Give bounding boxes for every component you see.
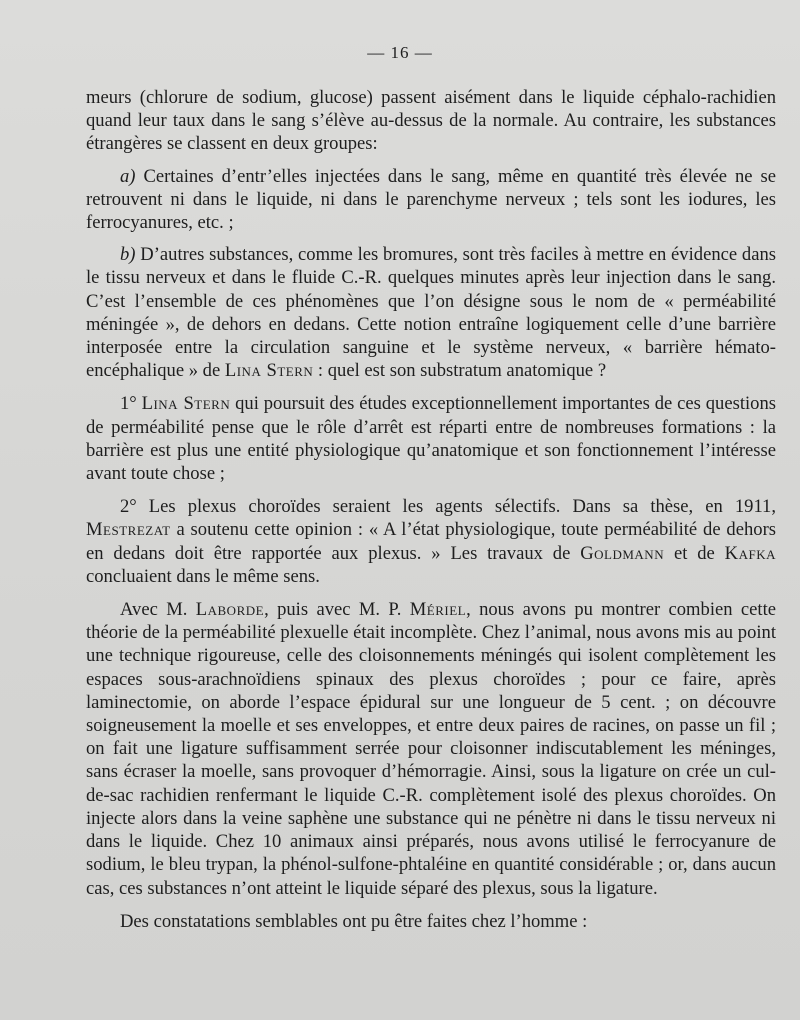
author-name: Kafka [724, 542, 776, 564]
paragraph-text: Certaines d’entr’elles injectées dans le sang, même en quantité très élevée ne se retrouvent ni dans le liquide, ni dans le parenchyme nerveux ; tels sont les iodures, les ferrocyanures, etc. ; [86, 165, 776, 234]
paragraph-text: Avec M. [120, 599, 196, 621]
paragraph-text: concluaient dans le même sens. [86, 565, 320, 587]
author-name: Lina Stern [141, 393, 231, 415]
page-number: — 16 — [367, 43, 433, 62]
paragraph-text: , nous avons pu montrer combien cette théorie de la perméabilité plexuelle était incomplète. Chez l’animal, nous avons mis au point une technique rigoureuse, celle des cloisonnements méningés qui isolent complètement les espaces sous-arachnoïdiens spinaux des plexus choroïdes ; pour ce faire, après laminectomie, on aborde l’espace épidural sur une longueur de 5 cent. ; on découvre soigneusement la moelle et ses enveloppes, et entre deux paires de racines, on passe un fil ; on fait une ligature suffisamment serrée pour cloisonner indiscutablement les méninges, sans écraser la moelle, sans provoquer d’hémorragie. Ainsi, sous la ligature on crée un cul-de-sac rachidien renfermant le liquide C.-R. complètement isolé des plexus choroïdes. On injecte alors dans la veine saphène une substance qui ne pénètre ni dans le tissu nerveux ni dans le liquide. Chez 10 animaux ainsi préparés, nous avons utilisé le ferrocyanure de sodium, le bleu trypan, la phénol-sulfone-phtaléine en quantité considérable ; or, dans aucun cas, ces substances n’ont atteint le liquide séparé des plexus, sous la ligature. [86, 599, 776, 899]
paragraph-point-1 [86, 392, 776, 485]
paragraph-list-a [86, 165, 776, 235]
body-text [86, 86, 776, 933]
point-number: 1° [120, 393, 142, 415]
author-name: Laborde [195, 599, 265, 621]
paragraph-text: a soutenu cette opinion : « A l’état physiologique, toute perméabilité de dehors en dedans doit être rapportée aux plexus. » Les travaux de [86, 519, 776, 564]
paragraph-experiment [86, 598, 776, 900]
paragraph-final [86, 910, 776, 933]
paragraph-text: et de [664, 542, 725, 564]
author-name: Mériel [409, 599, 467, 621]
paragraph-text: Des constatations semblables ont pu être faites chez l’homme : [120, 910, 588, 932]
paragraph-list-b [86, 243, 776, 382]
list-marker-a: a) [120, 165, 136, 187]
paragraph-text: qui poursuit des études exceptionnellement importantes de ces questions de perméabilité pense que le rôle d’arrêt est réparti entre de nombreuses formations : la barrière est plus une entité physiologique qu’anatomique et son fonctionnement l’intéresse avant toute chose ; [86, 393, 776, 485]
paragraph-text: meurs (chlorure de sodium, glucose) passent aisément dans le liquide céphalo-rachidien quand leur taux dans le sang s’élève au-dessus de la normale. Au contraire, les substances étrangères se classent en deux groupes: [86, 87, 776, 155]
list-marker-b: b) [120, 244, 136, 266]
paragraph-continuation [86, 86, 776, 156]
paragraph-text: , puis avec M. P. [264, 599, 410, 621]
author-name: Lina Stern [224, 360, 314, 382]
paragraph-text: : quel est son substratum anatomique ? [313, 360, 607, 382]
paragraph-text: D’autres substances, comme les bromures, sont très faciles à mettre en évidence dans le tissu nerveux et dans le fluide C.-R. quelques minutes après leur injection dans le sang. C’est l’ensemble de ces phénomènes que l’on désigne sous le nom de « perméabilité méningée », de dehors en dedans. Cette notion entraîne logiquement celle d’une barrière interposée entre la circulation sanguine et le système nerveux, « barrière hémato-encéphalique » de [86, 244, 776, 382]
author-name: Mestrezat [86, 519, 171, 541]
paragraph-point-2 [86, 495, 776, 588]
paragraph-text: 2° Les plexus choroïdes seraient les agents sélectifs. Dans sa thèse, en 1911, [120, 496, 776, 518]
author-name: Goldmann [580, 542, 665, 564]
